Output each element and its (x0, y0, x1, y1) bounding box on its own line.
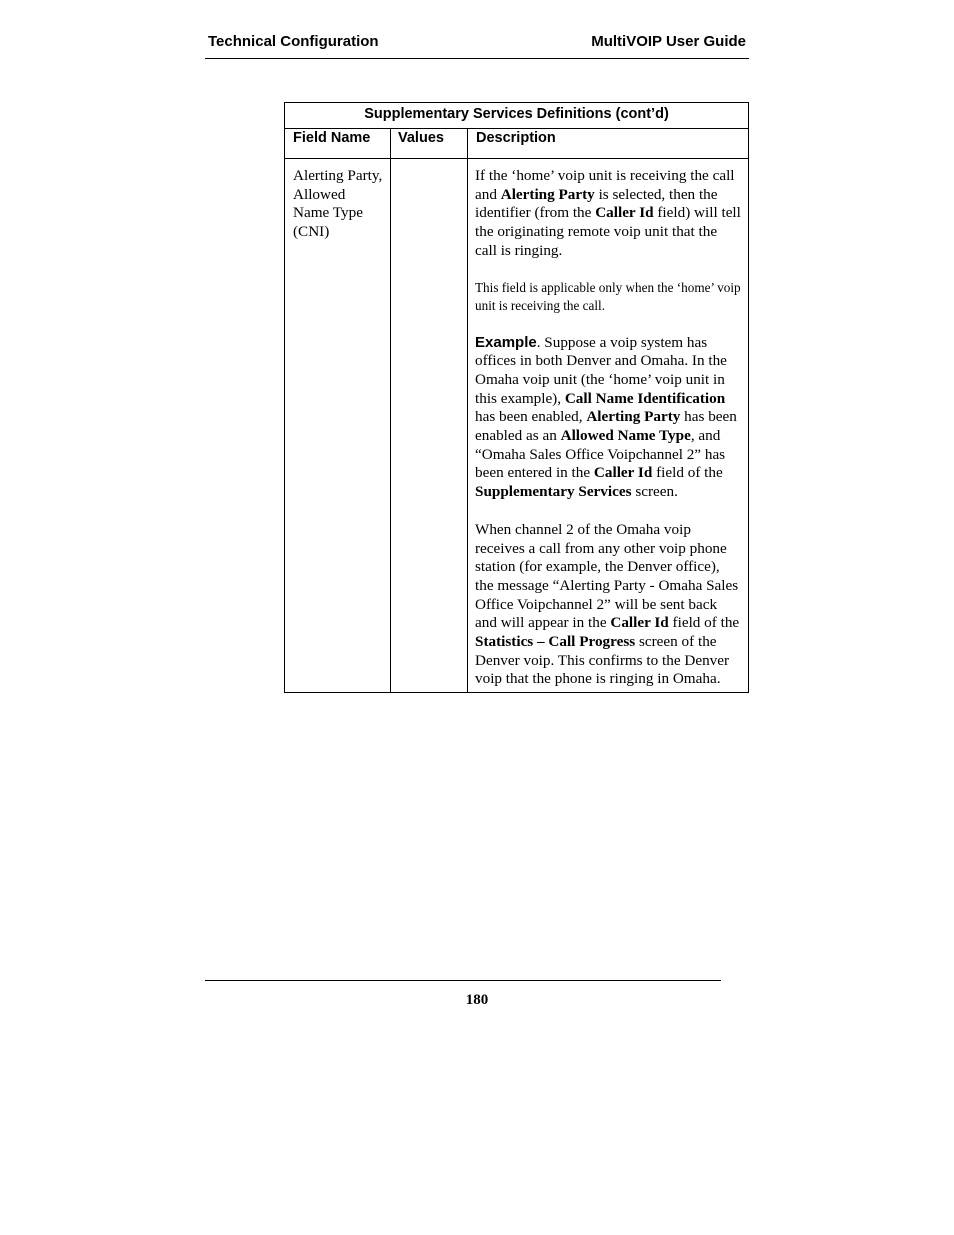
column-header-values: Values (391, 129, 468, 159)
field-name-text: Alerting Party, Allowed Name Type (CNI) (293, 167, 383, 241)
column-header-field-name: Field Name (285, 129, 391, 159)
example-paragraph (475, 334, 742, 502)
table-row (285, 159, 749, 693)
p1-text-c: is selected, then the identifier (from the (475, 185, 718, 222)
p1-text-a: If the ‘home’ voip unit is receiving the call and (475, 167, 735, 203)
description-cell (468, 159, 749, 693)
example-bold-allowed-name-type: Allowed Name Type (560, 427, 691, 445)
table-header-row (285, 129, 749, 159)
example-text-k: screen. (631, 483, 678, 501)
header-rule (205, 58, 749, 59)
example-bold-alerting-party: Alerting Party (586, 408, 681, 426)
p3-text-a: When channel 2 of the Omaha voip receives a call from any other voip phone station (for example, the Denver office), the message “Alerting Party - Omaha Sales Office Voipchannel 2” will be sent back and will appear in the (475, 520, 739, 632)
example-bold-caller-id: Caller Id (593, 464, 653, 482)
running-header-title: MultiVOIP User Guide (591, 33, 746, 50)
values-cell (391, 159, 468, 693)
definitions-table (284, 102, 749, 693)
example-text-c: has been enabled, (475, 408, 587, 426)
running-header-section: Technical Configuration (208, 33, 379, 50)
p3-bold-caller-id: Caller Id (610, 614, 669, 632)
p1-bold-alerting-party: Alerting Party (500, 185, 595, 203)
table-caption-row (285, 103, 749, 129)
footer-rule (205, 980, 721, 981)
p3-text-c: field of the (668, 614, 740, 632)
example-text-e: has been enabled as an (475, 408, 737, 445)
field-name-cell (285, 159, 391, 693)
example-text-a: . Suppose a voip system has offices in both Denver and Omaha. In the Omaha voip unit (the ‘home’ voip unit in this example), (475, 333, 727, 407)
example-text-g: , and “Omaha Sales Office Voipchannel 2” has been entered in the (475, 427, 726, 482)
example-text-i: field of the (652, 464, 723, 482)
description-paragraph-1 (475, 167, 742, 261)
column-header-description: Description (468, 129, 749, 159)
description-paragraph-3 (475, 521, 742, 689)
p3-text-e: screen of the Denver voip. This confirms to the Denver voip that the phone is ringing in Omaha. (475, 633, 730, 688)
example-bold-supplementary-services: Supplementary Services (475, 483, 632, 501)
example-label: Example (475, 333, 537, 351)
page-number: 180 (465, 992, 489, 1008)
p3-bold-statistics-call-progress: Statistics – Call Progress (475, 633, 636, 651)
p1-text-e: field) will tell the originating remote voip unit that the call is ringing. (475, 204, 741, 259)
applicability-note: This field is applicable only when the ‘home’ voip unit is receiving the call. (475, 279, 741, 313)
table-caption: Supplementary Services Definitions (cont’d) (285, 103, 749, 129)
example-bold-call-name-identification: Call Name Identification (564, 389, 726, 407)
p1-bold-caller-id: Caller Id (595, 204, 654, 222)
